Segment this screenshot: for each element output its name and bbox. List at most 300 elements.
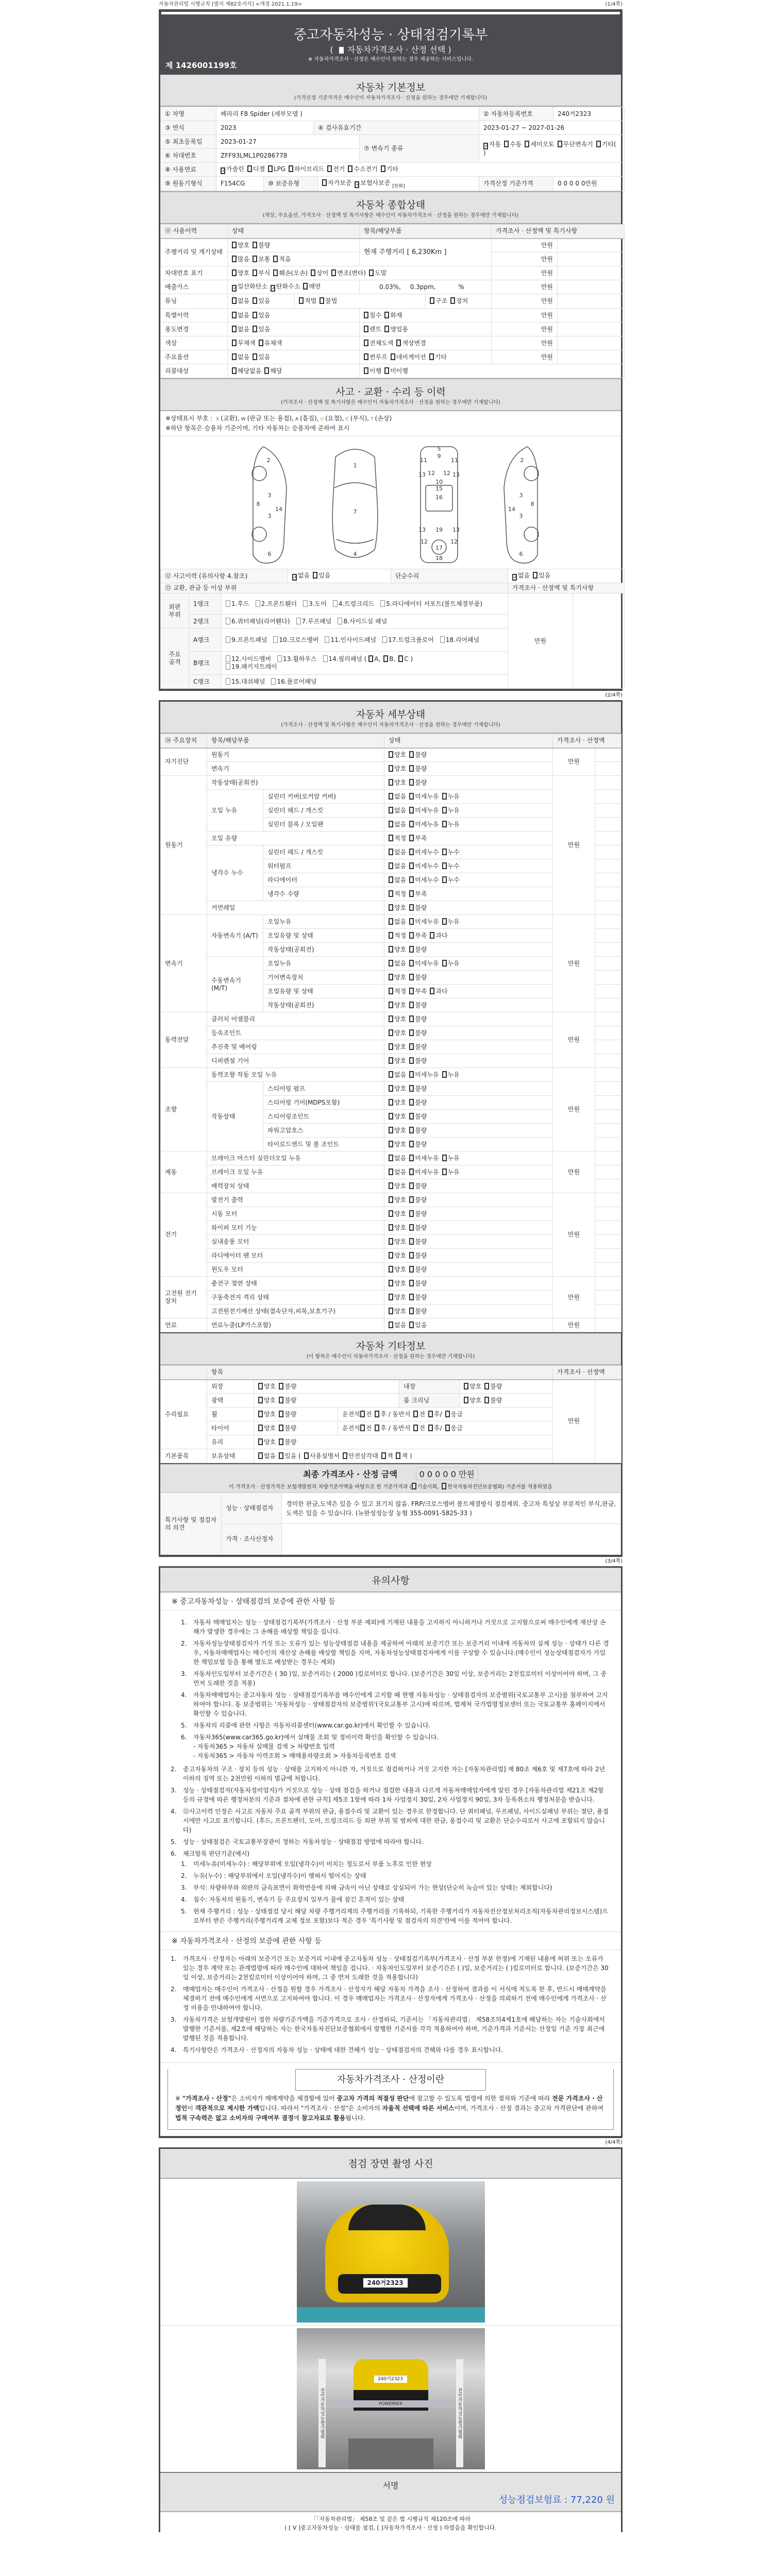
checkbox[interactable] <box>258 1383 263 1389</box>
price-note[interactable] <box>595 929 621 943</box>
checkbox[interactable] <box>440 636 445 643</box>
checkbox[interactable] <box>389 1196 393 1203</box>
checkbox[interactable] <box>409 862 414 869</box>
price-note[interactable] <box>558 239 625 252</box>
checkbox[interactable] <box>442 821 447 827</box>
checkbox[interactable] <box>368 655 373 662</box>
checkbox[interactable] <box>398 655 403 662</box>
checkbox[interactable] <box>232 353 237 360</box>
checkbox[interactable] <box>232 256 237 262</box>
price-note[interactable] <box>595 943 621 957</box>
checkbox[interactable] <box>273 269 278 276</box>
checkbox[interactable] <box>389 1002 393 1008</box>
checkbox[interactable] <box>253 256 257 262</box>
part-number-label: 6 <box>519 551 523 557</box>
checkbox[interactable] <box>409 1015 414 1022</box>
appraiser-opinion[interactable] <box>282 1524 621 1555</box>
checkbox[interactable] <box>253 297 257 304</box>
checkbox[interactable] <box>409 1141 414 1147</box>
checkbox[interactable] <box>445 1425 450 1431</box>
item-text-wrap <box>193 1639 611 1667</box>
checkbox[interactable] <box>311 269 315 276</box>
checkbox[interactable] <box>409 1308 414 1314</box>
price-note[interactable] <box>595 901 621 915</box>
checkbox[interactable] <box>442 849 447 855</box>
checkbox[interactable] <box>409 890 414 897</box>
checkbox[interactable] <box>409 849 414 855</box>
checkbox[interactable] <box>313 572 317 579</box>
checkbox[interactable] <box>258 1452 263 1459</box>
price-note[interactable] <box>595 762 621 776</box>
checkbox[interactable] <box>389 1266 393 1273</box>
checkbox[interactable] <box>412 1483 416 1489</box>
checkbox[interactable] <box>409 876 414 883</box>
checkbox[interactable] <box>389 1043 393 1050</box>
checkbox[interactable] <box>391 353 395 360</box>
checkbox-label: 가솔린 <box>226 165 244 173</box>
checkbox[interactable] <box>389 1071 393 1078</box>
checkbox[interactable] <box>409 1043 414 1050</box>
checkbox[interactable] <box>484 1383 489 1389</box>
checkbox[interactable] <box>226 663 230 670</box>
price-note[interactable] <box>595 1291 621 1304</box>
checkbox[interactable] <box>303 283 308 290</box>
checkbox[interactable] <box>389 1127 393 1133</box>
price-note[interactable] <box>595 971 621 985</box>
checkbox[interactable] <box>409 946 414 953</box>
checkbox[interactable] <box>389 1182 393 1189</box>
checkbox[interactable] <box>389 1099 393 1106</box>
list-item <box>181 1618 611 1636</box>
checkbox-label: 해당없음 <box>238 367 262 375</box>
checkbox[interactable] <box>384 312 389 318</box>
checkbox[interactable]: ✓ <box>513 574 518 580</box>
price-note[interactable] <box>558 266 625 280</box>
checkbox[interactable] <box>325 636 329 643</box>
checkbox[interactable] <box>409 779 414 786</box>
price-note[interactable] <box>595 873 621 887</box>
price-note[interactable] <box>595 1249 621 1263</box>
checkbox[interactable] <box>409 988 414 994</box>
price-note[interactable] <box>558 294 625 309</box>
checkbox[interactable] <box>253 242 257 248</box>
checkbox[interactable] <box>442 960 447 967</box>
checkbox[interactable] <box>389 890 393 897</box>
price-note[interactable] <box>558 252 625 266</box>
checkbox[interactable] <box>389 807 393 814</box>
checkbox-label: 응급 <box>450 1410 463 1418</box>
checkbox[interactable] <box>299 297 304 304</box>
checkbox-label: 없음 <box>394 792 407 800</box>
price-note[interactable] <box>595 1380 621 1463</box>
checkbox[interactable] <box>504 141 509 147</box>
checkbox[interactable] <box>409 1127 414 1133</box>
checkbox[interactable] <box>389 849 393 855</box>
checkbox[interactable] <box>409 918 414 925</box>
checkbox[interactable] <box>442 1168 447 1175</box>
checkbox[interactable] <box>369 269 374 276</box>
price-note[interactable] <box>595 1138 621 1151</box>
checkbox[interactable] <box>409 1294 414 1300</box>
checkbox[interactable] <box>273 256 278 262</box>
checkbox[interactable] <box>331 269 336 276</box>
checkbox[interactable]: ✓ <box>233 285 238 291</box>
checkbox[interactable] <box>322 179 327 186</box>
checkbox[interactable] <box>382 636 387 643</box>
checkbox[interactable] <box>396 340 401 346</box>
price-note[interactable] <box>595 1096 621 1110</box>
front-wheel-icon <box>252 466 266 481</box>
checkbox[interactable] <box>409 974 414 980</box>
price-note[interactable] <box>595 1304 621 1318</box>
checkbox[interactable] <box>389 1321 393 1328</box>
list-item <box>171 2045 611 2055</box>
checkbox[interactable]: ✓ <box>484 143 489 149</box>
checkbox[interactable] <box>226 618 230 624</box>
price-note[interactable] <box>595 1012 621 1026</box>
checkbox[interactable] <box>364 367 368 374</box>
checkbox[interactable]: ✓ <box>293 574 298 580</box>
checkbox[interactable] <box>364 312 368 318</box>
checkbox[interactable] <box>596 141 601 147</box>
tuning-exists <box>228 294 295 309</box>
checkbox[interactable] <box>253 269 257 276</box>
checkbox[interactable] <box>389 946 393 953</box>
checkbox[interactable] <box>428 1425 433 1431</box>
status-options <box>384 1040 553 1054</box>
checkbox[interactable] <box>445 1411 450 1417</box>
checkbox[interactable] <box>226 678 230 685</box>
price-note[interactable] <box>595 1221 621 1235</box>
checkbox[interactable] <box>381 1452 386 1459</box>
price-note[interactable] <box>595 957 621 971</box>
checkbox[interactable] <box>409 821 414 827</box>
checkbox[interactable] <box>343 1452 347 1459</box>
price-note[interactable] <box>595 1068 621 1082</box>
checkbox[interactable] <box>442 1071 447 1078</box>
checkbox[interactable] <box>360 1425 365 1431</box>
checkbox[interactable] <box>303 600 308 607</box>
checkbox[interactable] <box>409 1168 414 1175</box>
checkbox[interactable] <box>409 932 414 939</box>
checkbox[interactable] <box>389 1280 393 1286</box>
checkbox[interactable] <box>389 1015 393 1022</box>
checkbox[interactable] <box>430 297 434 304</box>
label-price-note: 가격조사 · 산정액 및 특기사항 <box>508 583 625 594</box>
checkbox[interactable] <box>409 1224 414 1231</box>
checkbox[interactable] <box>253 353 257 360</box>
checkbox[interactable] <box>442 793 447 800</box>
sub-group: 냉각수 누수 <box>207 845 263 901</box>
checkbox[interactable] <box>409 960 414 967</box>
checkbox-label: 무채색 <box>238 339 256 347</box>
checkbox[interactable] <box>389 960 393 967</box>
checkbox-label: 없음 <box>394 1168 407 1176</box>
checkbox[interactable] <box>381 165 385 172</box>
checkbox[interactable] <box>304 1452 309 1459</box>
checkbox[interactable] <box>429 353 434 360</box>
checkbox[interactable] <box>413 1411 418 1417</box>
checkbox[interactable] <box>389 1224 393 1231</box>
checkbox[interactable] <box>383 655 388 662</box>
checkbox[interactable] <box>279 1425 283 1431</box>
checkbox[interactable] <box>442 1483 446 1489</box>
checkbox[interactable] <box>389 974 393 980</box>
use-change <box>228 323 360 336</box>
price-note[interactable] <box>595 998 621 1012</box>
price-note[interactable] <box>595 1124 621 1138</box>
checkbox[interactable] <box>258 1425 263 1431</box>
checkbox[interactable] <box>380 600 385 607</box>
checkbox[interactable] <box>389 1029 393 1036</box>
price-note[interactable] <box>595 748 621 762</box>
price-survey-checkbox[interactable] <box>339 47 344 54</box>
checkbox[interactable] <box>533 572 537 579</box>
checkbox[interactable] <box>279 1438 283 1445</box>
legend-desc: (요철), <box>325 415 344 422</box>
checkbox[interactable] <box>258 1411 263 1417</box>
checkbox[interactable] <box>389 1057 393 1064</box>
device-group: 연료 <box>161 1318 207 1332</box>
price-note[interactable] <box>595 804 621 818</box>
checkbox[interactable] <box>409 1057 414 1064</box>
checkbox[interactable] <box>364 340 368 346</box>
checkbox[interactable] <box>442 862 447 869</box>
checkbox[interactable] <box>409 835 414 841</box>
checkbox[interactable] <box>409 807 414 814</box>
checkbox[interactable] <box>273 636 278 643</box>
price-note[interactable] <box>595 1235 621 1249</box>
checkbox[interactable] <box>384 367 389 374</box>
checkbox-label: 누수 <box>447 862 460 870</box>
checkbox[interactable] <box>258 1397 263 1403</box>
checkbox[interactable] <box>279 1397 283 1403</box>
item-name: 작동상태(공회전) <box>263 943 384 957</box>
item-number: 3. <box>181 1884 187 1891</box>
checkbox[interactable] <box>389 932 393 939</box>
price-note[interactable] <box>595 1277 621 1291</box>
price-note[interactable] <box>595 1151 621 1165</box>
checkbox[interactable] <box>409 1113 414 1120</box>
price-note[interactable] <box>595 859 621 873</box>
item-text-wrap <box>183 1849 249 1858</box>
price-note[interactable] <box>558 309 625 323</box>
checkbox[interactable] <box>226 636 230 643</box>
checkbox[interactable] <box>279 1411 283 1417</box>
checkbox[interactable] <box>413 1425 418 1431</box>
checkbox[interactable] <box>442 1155 447 1161</box>
checkbox[interactable] <box>450 297 455 304</box>
price-note[interactable] <box>595 1054 621 1068</box>
checkbox[interactable] <box>464 1383 468 1389</box>
checkbox[interactable] <box>384 326 389 332</box>
price-note[interactable] <box>558 280 625 294</box>
checkbox[interactable] <box>364 326 368 332</box>
checkbox[interactable] <box>389 1238 393 1245</box>
checkbox[interactable] <box>264 367 269 374</box>
checkbox[interactable] <box>277 655 282 662</box>
price-note[interactable] <box>595 1110 621 1124</box>
price-note[interactable] <box>595 776 621 790</box>
checkbox[interactable] <box>484 1397 489 1403</box>
checkbox[interactable] <box>375 1411 379 1417</box>
checkbox[interactable] <box>268 165 273 172</box>
checkbox[interactable] <box>389 835 393 841</box>
checkbox[interactable] <box>442 876 447 883</box>
item-name: 충전구 절연 상태 <box>207 1277 384 1291</box>
checkbox[interactable] <box>256 600 260 607</box>
price-note[interactable] <box>595 818 621 832</box>
checkbox[interactable] <box>409 1085 414 1092</box>
checkbox[interactable] <box>226 600 230 607</box>
checkbox[interactable] <box>258 1438 263 1445</box>
checkbox[interactable] <box>409 793 414 800</box>
list-item <box>181 1669 611 1688</box>
legend-note: ※하단 항목은 승용차 기준이며, 기타 자동차는 승용차에 준하여 표시 <box>165 425 350 432</box>
checkbox[interactable] <box>253 326 257 332</box>
checkbox[interactable] <box>289 165 293 172</box>
pit <box>348 2438 433 2469</box>
checkbox[interactable] <box>389 904 393 911</box>
checkbox[interactable] <box>232 297 237 304</box>
status-options <box>384 1096 553 1110</box>
price-note[interactable] <box>595 915 621 929</box>
checkbox[interactable] <box>232 242 237 248</box>
checkbox[interactable] <box>409 1252 414 1259</box>
checkbox[interactable] <box>389 1252 393 1259</box>
checkbox[interactable] <box>232 312 237 318</box>
checkbox[interactable] <box>409 1238 414 1245</box>
checkbox[interactable] <box>327 165 332 172</box>
checkbox[interactable] <box>389 1155 393 1161</box>
checkbox[interactable] <box>389 988 393 994</box>
checkbox[interactable] <box>409 1071 414 1078</box>
checkbox[interactable] <box>389 1168 393 1175</box>
checkbox[interactable] <box>232 367 237 374</box>
price-note[interactable] <box>595 1263 621 1277</box>
checkbox[interactable] <box>333 600 338 607</box>
checkbox[interactable] <box>389 1308 393 1314</box>
checkbox[interactable] <box>232 326 237 332</box>
checkbox[interactable] <box>279 1383 283 1389</box>
checkbox[interactable] <box>389 1294 393 1300</box>
item-name: 라디에이터 <box>263 873 384 887</box>
checkbox[interactable] <box>259 340 263 346</box>
checkbox[interactable] <box>409 1266 414 1273</box>
checkbox[interactable] <box>409 1321 414 1328</box>
checkbox[interactable] <box>409 1210 414 1217</box>
checkbox[interactable] <box>389 918 393 925</box>
price-note[interactable] <box>573 594 625 689</box>
checkbox[interactable] <box>389 1085 393 1092</box>
checkbox[interactable] <box>364 353 368 360</box>
price-note[interactable] <box>558 336 625 350</box>
checkbox[interactable]: ✓ <box>356 182 360 188</box>
checkbox[interactable] <box>389 779 393 786</box>
checkbox[interactable] <box>338 618 342 624</box>
checkbox[interactable] <box>232 269 237 276</box>
checkbox[interactable] <box>389 862 393 869</box>
price-note[interactable] <box>595 845 621 859</box>
price-note[interactable] <box>595 1026 621 1040</box>
checkbox[interactable] <box>409 1280 414 1286</box>
checkbox[interactable] <box>323 655 328 662</box>
checkbox[interactable] <box>320 297 324 304</box>
price-note[interactable] <box>558 323 625 336</box>
checkbox[interactable] <box>389 1141 393 1147</box>
price-note[interactable] <box>558 350 625 364</box>
checkbox[interactable] <box>271 678 276 685</box>
checkbox[interactable] <box>409 751 414 758</box>
price-note[interactable] <box>595 1082 621 1096</box>
checkbox[interactable] <box>389 1210 393 1217</box>
checkbox[interactable] <box>558 141 562 147</box>
checkbox[interactable] <box>279 1452 283 1459</box>
checkbox[interactable] <box>409 1196 414 1203</box>
checkbox[interactable] <box>389 1113 393 1120</box>
checkbox[interactable] <box>296 618 301 624</box>
checkbox[interactable] <box>348 165 352 172</box>
checkbox[interactable] <box>226 655 230 662</box>
checkbox[interactable] <box>409 1155 414 1161</box>
checkbox[interactable] <box>389 821 393 827</box>
price-note[interactable] <box>595 985 621 998</box>
checkbox[interactable] <box>389 765 393 772</box>
checkbox[interactable] <box>247 165 252 172</box>
checkbox[interactable] <box>409 904 414 911</box>
checkbox[interactable] <box>409 1029 414 1036</box>
price-note[interactable] <box>595 1207 621 1221</box>
checkbox[interactable] <box>430 932 434 939</box>
checkbox[interactable]: ✓ <box>271 285 276 291</box>
price-note[interactable] <box>595 1179 621 1193</box>
checkbox-label: 양호 <box>394 1057 407 1064</box>
checkbox[interactable] <box>525 141 529 147</box>
checkbox[interactable] <box>232 340 237 346</box>
checkbox[interactable] <box>464 1397 468 1403</box>
tuning-detail <box>295 294 492 309</box>
price-note[interactable] <box>595 790 621 804</box>
price-note[interactable] <box>595 832 621 845</box>
row-label: 배출가스 <box>161 280 228 294</box>
accident-table <box>160 569 625 689</box>
checkbox[interactable] <box>409 1002 414 1008</box>
checkbox[interactable] <box>442 918 447 925</box>
checkbox[interactable] <box>253 312 257 318</box>
price-note[interactable] <box>595 1040 621 1054</box>
checkbox[interactable] <box>360 1411 365 1417</box>
checkbox[interactable]: ✓ <box>222 167 226 174</box>
checkbox-label: 양호 <box>238 269 250 277</box>
checkbox[interactable] <box>389 751 393 758</box>
checkbox[interactable] <box>430 988 434 994</box>
price-note[interactable] <box>595 1318 621 1332</box>
checkbox[interactable] <box>389 793 393 800</box>
price-note[interactable] <box>595 887 621 901</box>
checkbox[interactable] <box>442 807 447 814</box>
checkbox[interactable] <box>409 765 414 772</box>
rank-label: 2랭크 <box>189 615 222 629</box>
price-note[interactable] <box>595 1165 621 1179</box>
checkbox[interactable] <box>375 1425 379 1431</box>
checkbox[interactable] <box>409 1099 414 1106</box>
checkbox[interactable] <box>428 1411 433 1417</box>
checkbox[interactable] <box>409 1182 414 1189</box>
checkbox[interactable] <box>396 1452 400 1459</box>
checkbox[interactable] <box>389 876 393 883</box>
item-text-wrap <box>193 1669 611 1688</box>
price-note[interactable] <box>595 1193 621 1207</box>
